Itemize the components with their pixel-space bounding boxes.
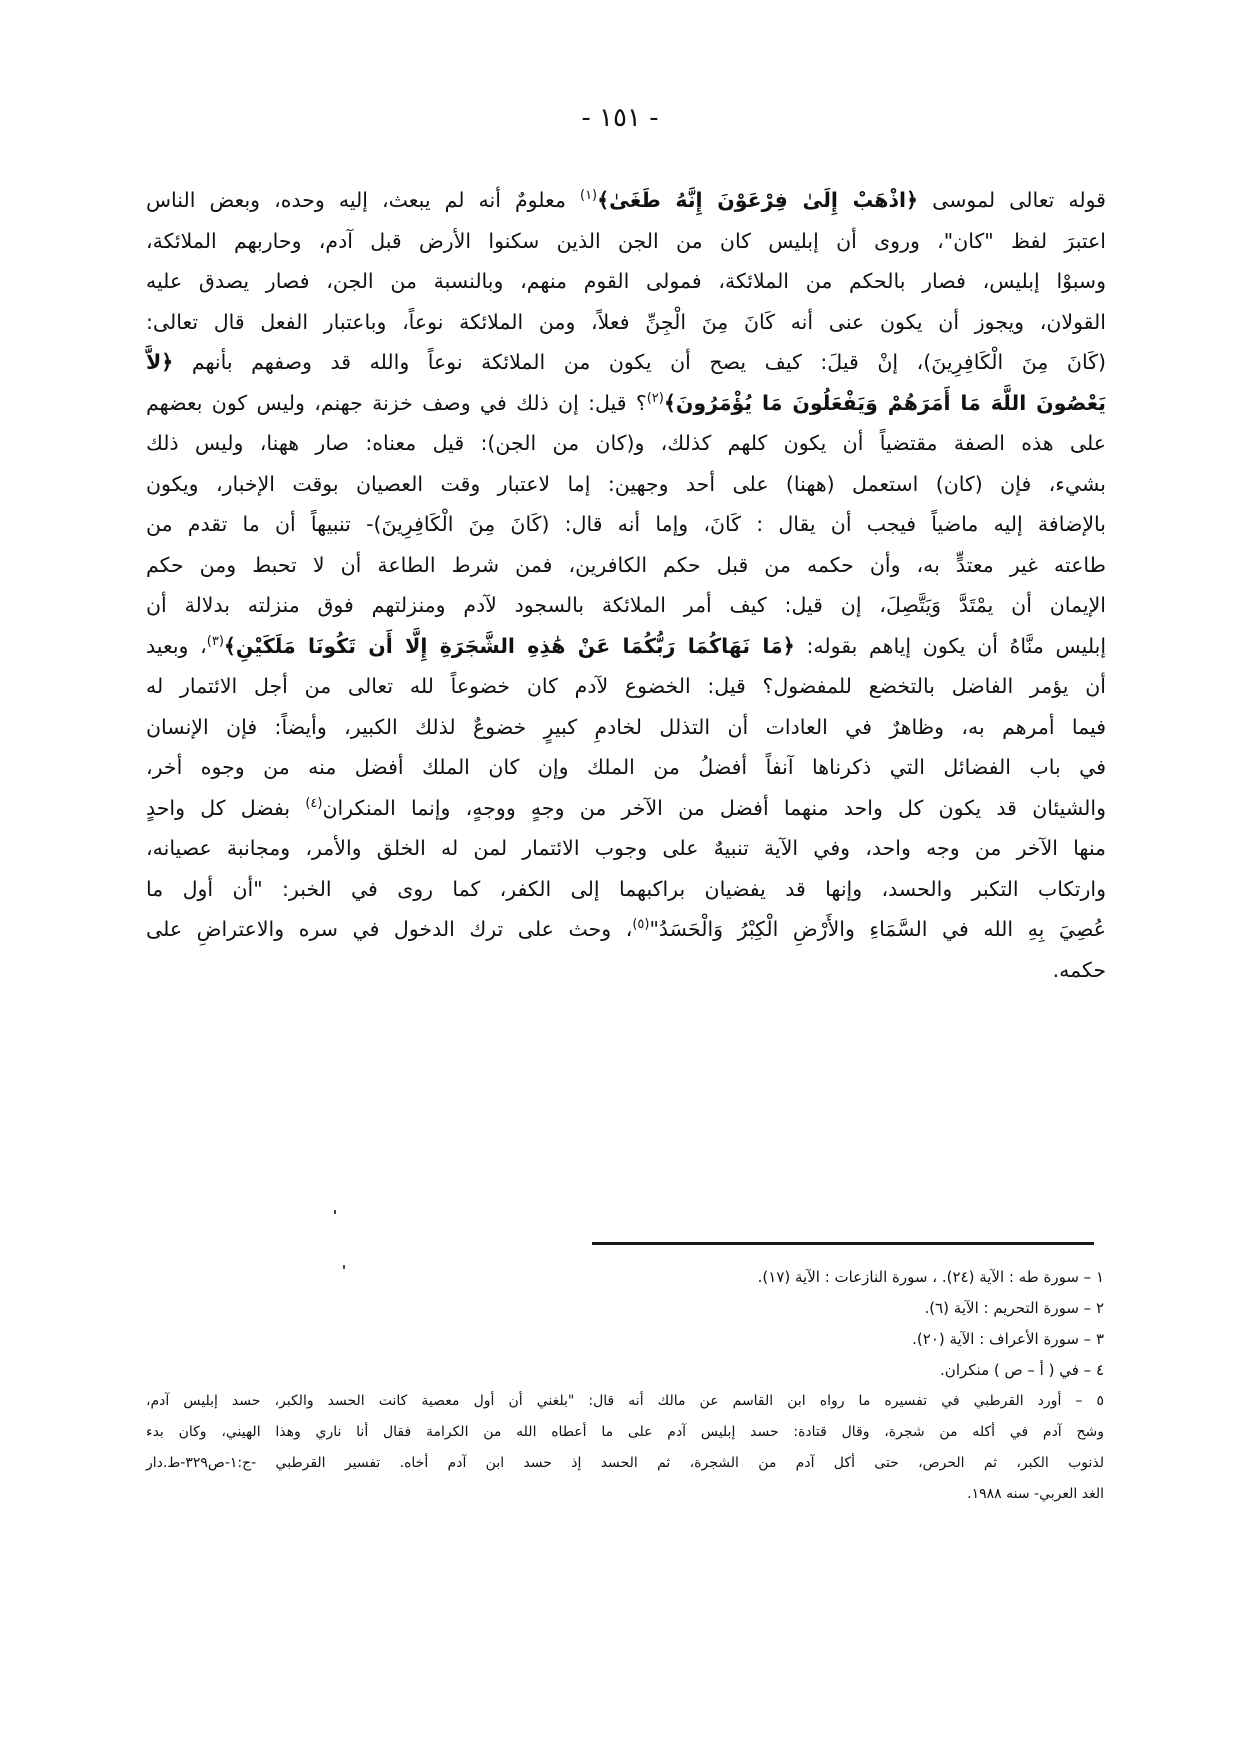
footnote-ref-2[interactable]: (٢) (646, 390, 664, 406)
body-line-3 (146, 261, 1106, 302)
footnote-ref-3[interactable]: (٣) (206, 633, 224, 649)
text-run: في باب الفضائل التي ذكرناها آنفاً أفضلُ من الملك وإن كان الملك أفضل منه من وجوه أخر، (146, 755, 1106, 779)
quran-verse: ﴿مَا نَهَاكُمَا رَبُّكُمَا عَنْ هَٰذِهِ الشَّجَرَةِ إِلَّا أَن تَكُونَا مَلَكَيْنِ﴾ (223, 633, 795, 658)
text-run: بشيء، فإن (كان) استعمل (ههنا) على أحد وجهين: إما لاعتبار وقت العصيان بوقت الإخبار، ويكون (146, 471, 1106, 496)
text-run: على هذه الصفة مقتضياً أن يكون كلهم كذلك، و(كان من الجن): قيل معناه: صار ههنا، وليس ذلك (146, 431, 1106, 455)
text-run: ؟ قيل: إن ذلك في وصف خزنة جهنم، وليس كون بعضهم (146, 390, 647, 415)
body-line-20 (146, 950, 1106, 991)
footnote-ref-1[interactable]: (١) (579, 188, 598, 204)
text-run: أن يؤمر الفاضل بالتخضع للمفضول؟ قيل: الخضوع لآدم كان خضوعاً لله تعالى من أجل الائتمار له (146, 674, 1106, 698)
page-number: - ١٥١ - (581, 103, 659, 133)
body-line-12 (146, 626, 1106, 667)
footnote-2: ٢ – سورة التحريم : الآية (٦). (924, 1299, 1104, 1317)
text-run: القولان، ويجوز أن يكون عنى أنه كَانَ مِنَ الْجِنِّ فعلاً، ومن الملائكة نوعاً، وباعتبار الفعل قال تعالى: (146, 309, 1106, 334)
quran-verse: ﴿لاَّ (146, 350, 174, 374)
text-run: قوله تعالى لموسى (918, 188, 1106, 212)
body-line-7 (146, 423, 1106, 464)
footnote-1: ١ – سورة طه : الآية (٢٤). ، سورة النازعات : الآية (١٧). (757, 1268, 1104, 1286)
body-line-14 (146, 707, 1106, 748)
body-line-1 (146, 180, 1106, 221)
text-run: إبليس منَّاهُ أن يكون إياهم بقوله: (794, 633, 1107, 658)
footnote-3: ٣ – سورة الأعراف : الآية (٢٠). (912, 1330, 1104, 1348)
body-line-4 (146, 302, 1106, 343)
body-line-16 (146, 788, 1106, 829)
body-line-19 (146, 909, 1106, 950)
text-run: عُصِيَ بِهِ الله في السَّمَاءِ والأَرْضِ الْكِبْرُ وَالْحَسَدُ" (649, 917, 1107, 941)
quran-verse: ﴿اذْهَبْ إِلَىٰ فِرْعَوْنَ إِنَّهُ طَغَىٰ﴾ (597, 188, 919, 212)
footnote-5-continuation-2: لذنوب الكبر، ثم الحرص، حتى أكل آدم من الشجرة، ثم الحسد إذ حسد ابن آدم أخاه. تفسير القرطبي -ج:١-ص٣٢٩-ط.دار (146, 1455, 1104, 1471)
quran-verse: يَعْصُونَ اللَّهَ مَا أَمَرَهُمْ وَيَفْعَلُونَ مَا يُؤْمَرُونَ﴾ (663, 390, 1106, 415)
body-line-18 (146, 869, 1106, 910)
body-line-2 (146, 221, 1106, 262)
text-run: طاعته غير معتدٍّ به، وأن حكمه من قبل حكم الكافرين، فمن شرط الطاعة أن لا تحبط ومن حكم (146, 552, 1106, 577)
text-run: الإيمان أن يمْتَدَّ وَيَتَّصِلَ، إن قيل: كيف أمر الملائكة بالسجود لآدم ومنزلتهم فوق منزلته بدلالة أن (146, 593, 1106, 617)
text-run: فيما أمرهم به، وظاهرٌ في العادات أن التذلل لخادمِ كبيرٍ خضوعٌ لذلك الكبير، وأيضاً: فإن الإنسان (146, 714, 1106, 739)
footnote-5-continuation-1: وشح آدم في أكله من شجرة، وقال قتادة: حسد إبليس آدم على ما أعطاه الله من الكرامة فقال أنا ناري وهذا الهيني، وكان بدء (146, 1424, 1104, 1440)
text-run: حكمه. (1052, 957, 1106, 982)
body-line-6 (146, 383, 1106, 424)
body-line-17 (146, 828, 1106, 869)
text-run: ، وبعيد (146, 633, 207, 658)
body-line-9 (146, 504, 1106, 545)
text-run: منها الآخر من وجه واحد، وفي الآية تنبيهٌ على وجوب الائتمار لمن له الخلق والأمر، ومجانبة عصيانه، (146, 836, 1106, 860)
footnote-4: ٤ – في ( أ – ص ) منكران. (940, 1361, 1104, 1379)
text-run: ، وحث على ترك الدخول في سره والاعتراضِ على (146, 917, 633, 941)
text-run: معلومٌ أنه لم يبعث، إليه وحده، وبعض الناس (146, 188, 580, 212)
body-line-10 (146, 545, 1106, 586)
scan-speck (334, 1210, 336, 1214)
text-run: (كَانَ مِنَ الْكَافِرِينَ)، إنْ قيلَ: كيف يصح أن يكون من الملائكة نوعاً والله قد وصفهم بأنهم (173, 350, 1106, 374)
body-text (146, 180, 1106, 990)
text-run: وسبوْا إبليس، فصار بالحكم من الملائكة، فمولى القوم منهم، وبالنسبة من الجن، فصار يصدق عليه (146, 269, 1106, 293)
text-run: بالإضافة إليه ماضياً فيجب أن يقال : كَانَ، وإما أنه قال: (كَانَ مِنَ الْكَافِرِينَ)- تنبيهاً أن ما تقدم من (146, 512, 1106, 536)
footnote-5-continuation-3: الغد العربي- سنه ١٩٨٨. (967, 1486, 1104, 1502)
body-line-5 (146, 342, 1106, 383)
footnote-5: ٥ – أورد القرطبي في تفسيره ما رواه ابن القاسم عن مالك أنه قال: "بلغني أن أول معصية كانت الحسد والكبر، حسد إبليس آدم، (146, 1393, 1104, 1409)
footnote-separator (592, 1242, 1094, 1245)
footnotes (146, 1262, 1104, 1510)
text-run: بفضل كل واحدٍ (146, 795, 306, 820)
body-line-15 (146, 747, 1106, 788)
text-run: اعتبرَ لفظ "كان"، وروى أن إبليس كان من الجن الذين سكنوا الأرض قبل آدم، وحاربهم الملائكة، (146, 228, 1106, 253)
text-run: والشيئان قد يكون كل واحد منهما أفضل من الآخر من وجهٍ ووجهٍ، وإنما المنكران (322, 795, 1106, 820)
footnote-ref-5[interactable]: (٥) (632, 917, 650, 933)
body-line-8 (146, 464, 1106, 505)
body-line-13 (146, 666, 1106, 707)
text-run: وارتكاب التكبر والحسد، وإنها قد يفضيان براكبهما إلى الكفر، كما روى في الخبر: "أن أول ما (146, 876, 1106, 901)
footnote-ref-4[interactable]: (٤) (305, 795, 323, 811)
body-line-11 (146, 585, 1106, 626)
